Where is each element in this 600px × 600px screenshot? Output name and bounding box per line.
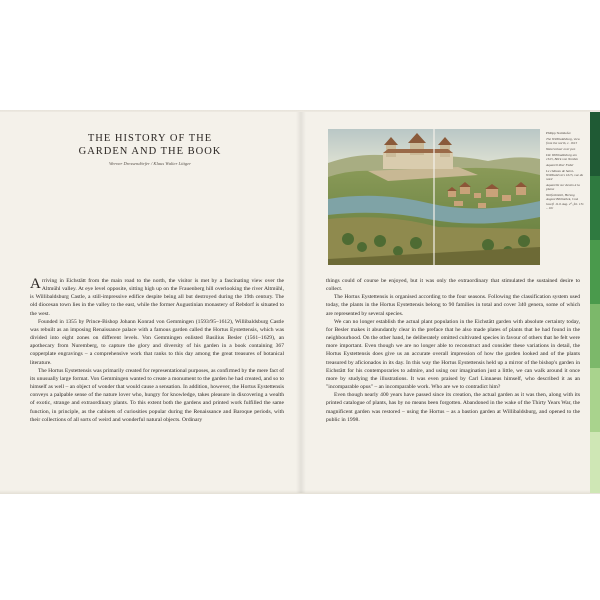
body-paragraph: things could of course be enjoyed, but it was only the extraordinary that stimulated the sustained desire to collect.	[326, 278, 580, 293]
body-paragraph: The Hortus Eystettensis is organised according to the four seasons. Following the classification system used today, the plants in the Hortus Eystettensis belong to 90 families in total and cover 340 genera, some of which are represented by several species.	[326, 294, 580, 317]
chapter-tab	[590, 240, 600, 304]
willibaldsburg-watercolour-illustration	[328, 129, 540, 265]
body-paragraph: The Hortus Eystettensis was primarily created for representational purposes, as confirmed by the mere fact of its unusually large format. Von Gemmingen wanted to create a monument to the garden he had created, and so to himself as well – an object of wonder that would cause a sensation. In addition, however, the Hortus Eystettensis conveys a palpable sense of the nature lover who, hungry for knowledge, takes pleasure in discovering a wealth of exotic, strange and extraordinary plants. To this extent both the gardens and printed work fulfilled the same function, in principle, as the cabinets of curiosities popular during the Renaissance and Baroque periods, with their collections of all sorts of weird and wonderful natural objects. Ordinary	[30, 367, 284, 423]
chapter-authors: Werner Dressendörfer / Klaus Walter Littger	[108, 161, 192, 166]
castle-landscape-painting	[328, 129, 540, 265]
chapter-tab	[590, 304, 600, 368]
body-paragraph: Even though nearly 400 years have passed since its creation, the actual garden as it was then, along with its printed catalogue of plants, has by no means been forgotten. Abandoned in the wake of the Thirty Years War, the magnificent garden was restored – using the Hortus – as a bastion garden at Willibaldsburg, and opened to the public in 1998.	[326, 392, 580, 423]
body-paragraph: Founded in 1355 by Prince-Bishop Johann Konrad von Gemmingen (1593/95–1612), Willibaldsburg Castle was rebuilt as an imposing Renaissance palace with a famous garden called the Hortus Eystettensis, which was divided into eight zones on different levels. Von Gemmingen enlisted Basilius Besler (1561–1629), an apothecary from Nuremberg, to capture the glory and diversity of his garden in a book containing 367 copperplate engravings – a comprehensive work that ranks to this day among the great treasures of botanical literature.	[30, 318, 284, 366]
caption-line: Die Willibaldsburg um 1615, Blick von Norden	[546, 152, 579, 161]
caption-line: The Willibaldsburg, view from the north, c. 1615	[546, 136, 580, 146]
caption-line: Watercolour over pen	[546, 146, 576, 151]
left-text-column	[30, 277, 284, 424]
caption-artist: Philipp Stainhofer	[546, 131, 571, 135]
drop-cap: A	[30, 276, 41, 292]
book-gutter	[296, 112, 306, 493]
chapter-title: THE HISTORY OF THE GARDEN AND THE BOOK	[78, 133, 222, 157]
caption-line: Le château de Saint-Willibald vers 1615, vue du nord	[546, 168, 584, 182]
caption-line: Aquarell über Feder	[546, 162, 574, 167]
body-paragraph	[30, 277, 284, 318]
chapter-tab	[590, 368, 600, 432]
caption-line: Aquarelle sur dessin à la plume	[546, 182, 580, 192]
chapter-tab	[590, 112, 600, 176]
chapter-tab-strip	[590, 112, 600, 493]
body-paragraph: We can no longer establish the actual plant population in the Eichstätt garden with absolute certainty today, for Besler makes it abundantly clear in the preface that he also made plates of plants that he had found in the neighbourhood. On the other hand, he deliberately omitted cultivated species in favour of others that he felt were more important. Even though we are no longer able to reconstruct and consider these variations in detail, the Hortus Eystettensis does give us an accurate overall impression of how the garden looked and of the plants treasured by aficionados in its day. In this way the Hortus Eystettensis held up a mirror of the bishop's garden in Eichstätt for his contemporaries to admire, and using our imagination just a little, we can walk around it once more by studying the illustrations. It was even praised by Carl Linnaeus himself, who described it as an "incomparable opus" – an incomparable work. Who are we to contradict him?	[326, 318, 580, 391]
chapter-tab	[590, 432, 600, 493]
paragraph-text: rriving in Eichstätt from the main road to the north, the visitor is met by a fascinating view over the Altmühl valley. At eye level opposite, sitting high up on the Frauenberg hill overlooking the river Altmühl, is Willibaldsburg Castle, a still-impressive edifice despite being all but destroyed during the 19th century. The old diocesan town lies in the valley to the east, while the former Augustinian monastery of Rebdorf is situated to the west.	[30, 278, 284, 317]
right-text-column	[326, 277, 580, 424]
caption-line: Wolfenbüttel, Herzog August Bibliothek, Cod. Guelf. 11.6 Aug. 2°, fol. 15v – 16r	[546, 193, 584, 210]
chapter-tab	[590, 176, 600, 240]
illustration-caption	[546, 131, 584, 212]
